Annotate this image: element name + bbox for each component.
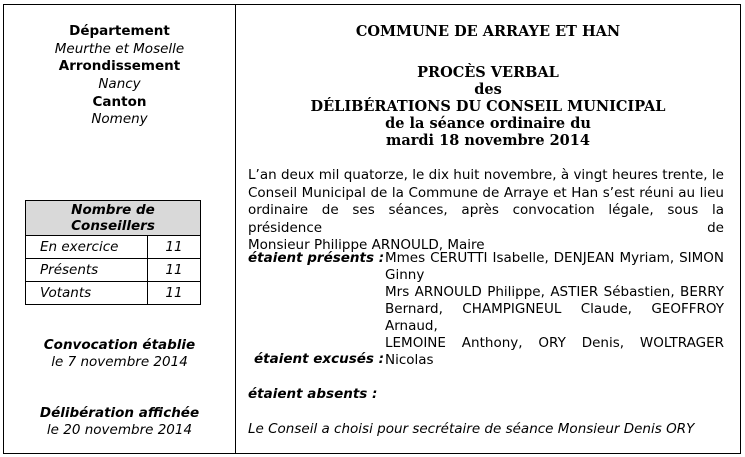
excuses-label: étaient excusés : [254, 351, 385, 367]
intro-paragraph [248, 167, 724, 255]
title-des: des [474, 81, 502, 98]
document-frame [3, 4, 741, 454]
convocation-label: Convocation établie [43, 337, 196, 353]
secretaire-line: Le Conseil a choisi pour secrétaire de séance Monsieur Denis ORY [248, 421, 695, 437]
presents-label: étaient présents : [248, 250, 385, 266]
deliberation-date: le 20 novembre 2014 [46, 422, 193, 438]
conseillers-header: Nombre de Conseillers [26, 201, 201, 236]
title-proces-verbal: PROCÈS VERBAL [417, 64, 559, 81]
arrondissement-label: Arrondissement [58, 58, 181, 74]
row-label: Présents [26, 259, 148, 282]
canton-value: Nomeny [91, 111, 148, 127]
deliberation-label: Délibération affichée [39, 405, 200, 421]
row-value: 11 [148, 282, 201, 305]
intro-line: L’an deux mil quatorze, le dix huit novembre, à vingt heures trente, le [248, 167, 724, 183]
row-label: En exercice [26, 236, 148, 259]
departement-value: Meurthe et Moselle [54, 41, 185, 57]
convocation-date: le 7 novembre 2014 [51, 354, 188, 370]
presents-line: Mrs ARNOULD Philippe, ASTIER Sébastien, BERRY [385, 284, 724, 300]
title-seance: de la séance ordinaire du [385, 115, 591, 132]
presents-line: Ginny [385, 267, 425, 283]
table-row [26, 236, 201, 259]
table-row [26, 259, 201, 282]
intro-line: ordinaire de ses séances, après convocation légale, sous la présidence de [248, 202, 724, 236]
presents-list [385, 250, 724, 369]
canton-label: Canton [92, 94, 147, 110]
conseillers-table [25, 200, 201, 305]
row-label: Votants [26, 282, 148, 305]
departement-label: Département [69, 23, 170, 39]
right-panel [236, 5, 740, 453]
title-date: mardi 18 novembre 2014 [386, 132, 590, 149]
intro-line: Conseil Municipal de la Commune de Arraye et Han s’est réuni au lieu [248, 184, 724, 201]
row-value: 11 [148, 236, 201, 259]
presents-line: Bernard, CHAMPIGNEUL Claude, GEOFFROY Arnaud, [385, 301, 724, 334]
intro-line: Monsieur Philippe ARNOULD, Maire [248, 237, 485, 254]
commune-title: COMMUNE DE ARRAYE ET HAN [355, 23, 621, 40]
row-value: 11 [148, 259, 201, 282]
left-panel [4, 5, 235, 453]
arrondissement-value: Nancy [98, 76, 141, 92]
presents-line: LEMOINE Anthony, ORY Denis, WOLTRAGER Nicolas [385, 335, 724, 368]
presents-line: Mmes CERUTTI Isabelle, DENJEAN Myriam, SIMON [385, 250, 724, 266]
absents-label: étaient absents : [248, 386, 378, 402]
table-row [26, 282, 201, 305]
title-deliberations: DÉLIBÉRATIONS DU CONSEIL MUNICIPAL [310, 98, 666, 115]
